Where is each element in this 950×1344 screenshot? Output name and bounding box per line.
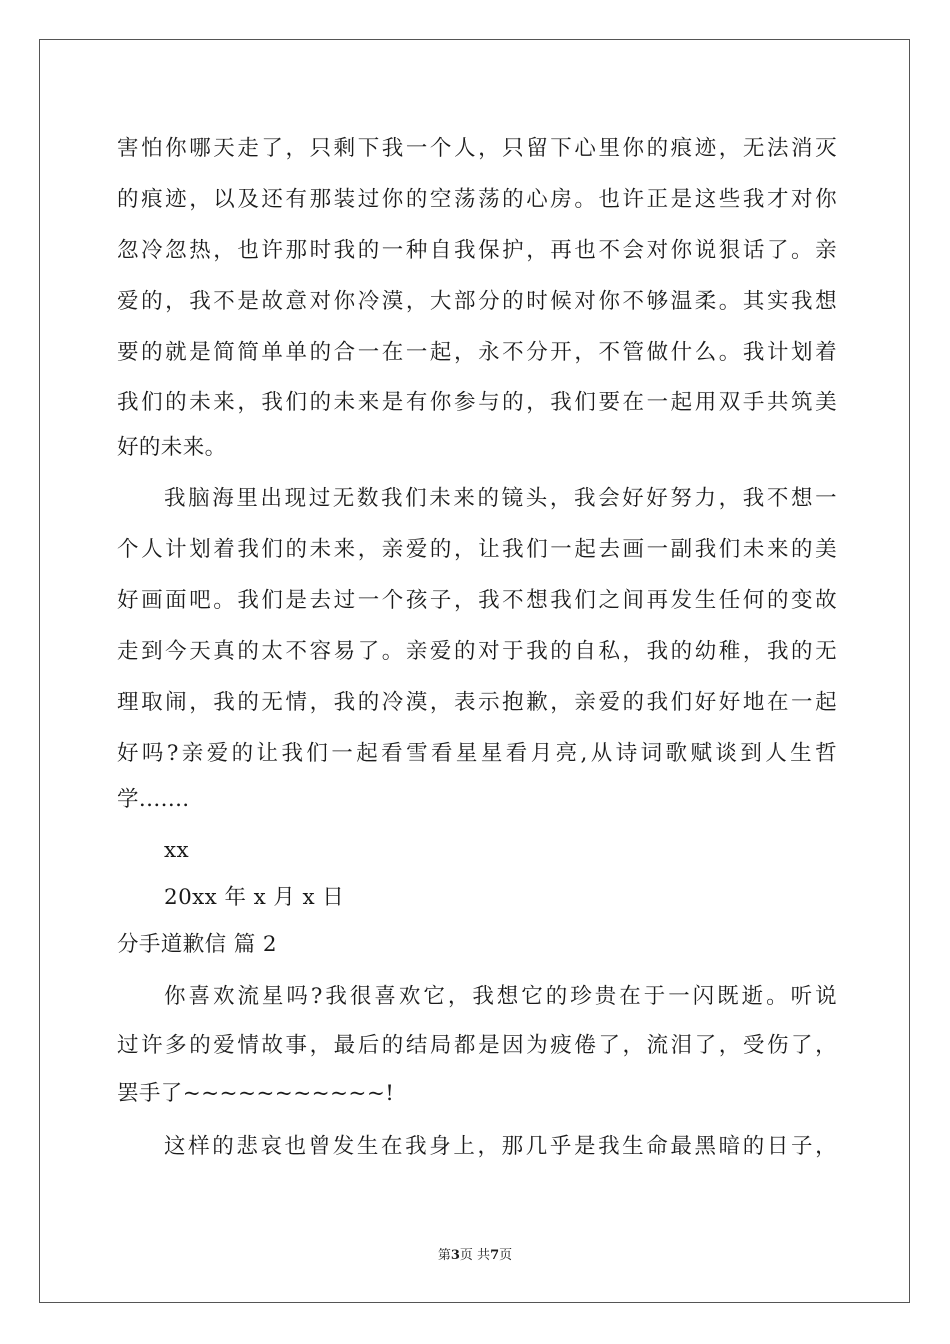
text-line: 我们的未来，我们的未来是有你参与的，我们要在一起用双手共筑美 <box>117 390 837 415</box>
text-line: 你喜欢流星吗?我很喜欢它，我想它的珍贵在于一闪既逝。听说 <box>164 984 837 1009</box>
footer-middle: 页 共 <box>459 1248 491 1263</box>
footer-suffix: 页 <box>499 1248 513 1263</box>
text-line: 要的就是简简单单的合一在一起，永不分开，不管做什么。我计划着 <box>117 340 837 365</box>
footer-prefix: 第 <box>437 1248 451 1263</box>
text-line: 我脑海里出现过无数我们未来的镜头，我会好好努力，我不想一 <box>164 486 837 511</box>
current-page-number: 3 <box>450 1248 460 1263</box>
text-line: 过许多的爱情故事，最后的结局都是因为疲倦了，流泪了，受伤了， <box>117 1033 837 1058</box>
text-line: 爱的，我不是故意对你冷漠，大部分的时候对你不够温柔。其实我想 <box>117 289 837 314</box>
text-line: 好吗?亲爱的让我们一起看雪看星星看月亮,从诗词歌赋谈到人生哲 <box>117 741 837 766</box>
text-line: 忽冷忽热，也许那时我的一种自我保护，再也不会对你说狠话了。亲 <box>117 238 837 263</box>
page-border <box>39 39 910 1303</box>
text-line: 个人计划着我们的未来，亲爱的，让我们一起去画一副我们未来的美 <box>117 537 837 562</box>
page-footer <box>0 1247 950 1265</box>
text-line: 这样的悲哀也曾发生在我身上，那几乎是我生命最黑暗的日子， <box>164 1134 837 1159</box>
text-line: 的痕迹，以及还有那装过你的空荡荡的心房。也许正是这些我才对你 <box>117 187 837 212</box>
text-line: 罢手了~~~~~~~~~~~! <box>117 1081 395 1106</box>
signature-date: 20xx 年 x 月 x 日 <box>164 885 345 910</box>
text-line: 好画面吧。我们是去过一个孩子，我不想我们之间再发生任何的变故 <box>117 588 837 613</box>
signature-name: xx <box>164 838 190 863</box>
text-line: 害怕你哪天走了，只剩下我一个人，只留下心里你的痕迹，无法消灭 <box>117 136 837 161</box>
total-pages-number: 7 <box>490 1248 500 1263</box>
text-line: 理取闹，我的无情，我的冷漠，表示抱歉，亲爱的我们好好地在一起 <box>117 690 837 715</box>
text-line: 走到今天真的太不容易了。亲爱的对于我的自私，我的幼稚，我的无 <box>117 639 837 664</box>
section-heading: 分手道歉信 篇 2 <box>117 932 277 957</box>
text-line: 学....... <box>117 787 190 812</box>
text-line: 好的未来。 <box>117 435 227 460</box>
